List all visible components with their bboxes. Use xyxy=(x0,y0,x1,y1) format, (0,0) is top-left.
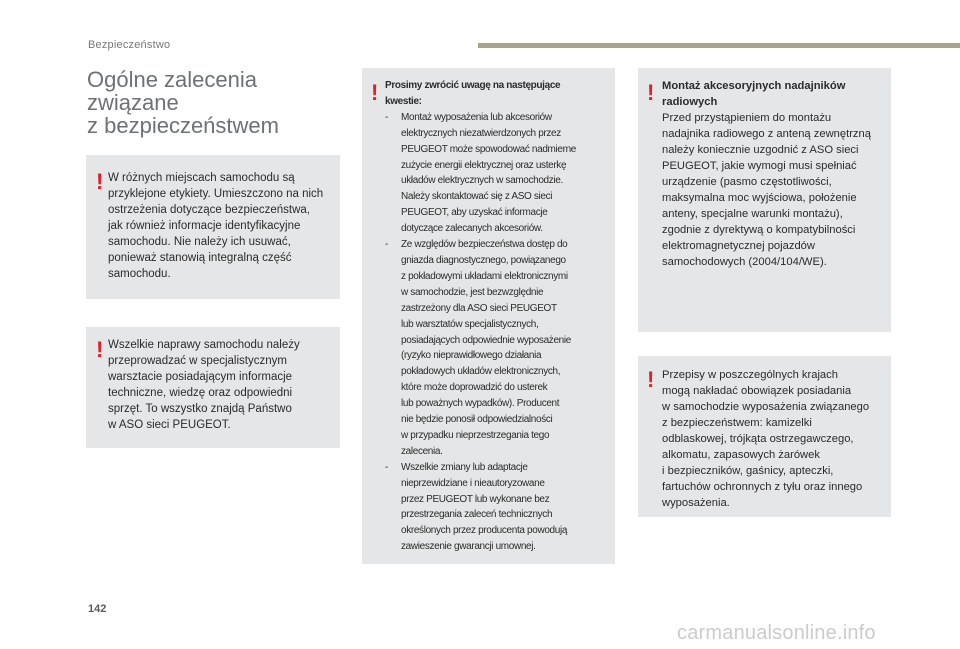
text-line: maksymalna moc wyjściowa, położenie xyxy=(662,192,857,204)
exclamation-icon: ! xyxy=(96,169,104,194)
text-line: nieprzewidziane i nieautoryzowane xyxy=(401,477,545,489)
text-line: zawieszenie gwarancji umownej. xyxy=(401,541,536,553)
text-line: nie będzie ponosił odpowiedzialności xyxy=(401,414,553,426)
text-line: sprzęt. To wszystko znajdą Państwo xyxy=(108,403,292,415)
exclamation-icon: ! xyxy=(96,337,104,362)
text-line: Należy skontaktować się z ASO sieci xyxy=(401,191,553,203)
text-line: określonych przez producenta powodują xyxy=(401,525,568,537)
text-line: warsztacie posiadającym informacje xyxy=(108,371,293,383)
text-line: układów elektrycznych w samochodzie. xyxy=(401,175,563,187)
text-line: PEUGEOT, jakie wymogi musi spełniać xyxy=(662,160,857,172)
text-line: anteny, specjalne warunki montażu), xyxy=(662,208,843,220)
text-line: nadajnika radiowego z anteną zewnętrzną xyxy=(662,128,871,140)
text-line: samochodu. Nie należy ich usuwać, xyxy=(108,236,291,248)
text-line: Wszelkie zmiany lub adaptacje xyxy=(401,461,528,473)
text-line: z bezpieczeństwem: kamizelki xyxy=(662,417,812,429)
text-line: pokładowych układów elektronicznych, xyxy=(401,366,561,378)
page-title xyxy=(87,68,327,137)
text-line: ostrzeżenia dotyczące bezpieczeństwa, xyxy=(108,204,310,216)
exclamation-icon: ! xyxy=(647,367,655,392)
text-heading: Prosimy zwrócić uwagę na następujące xyxy=(385,80,561,91)
text-line: Ze względów bezpieczeństwa dostęp do xyxy=(401,239,568,251)
text-line: gniazda diagnostycznego, powiązanego xyxy=(401,254,566,266)
bullet-item xyxy=(385,237,613,460)
text-line: Montaż wyposażenia lub akcesoriów xyxy=(401,111,552,123)
text-line: elektrycznych niezatwierdzonych przez xyxy=(401,127,561,139)
text-heading: kwestie: xyxy=(385,95,422,107)
text-line: jak również informacje identyfikacyjne xyxy=(108,220,301,232)
text-line: w ASO sieci PEUGEOT. xyxy=(108,419,231,431)
text-line: ponieważ stanowią integralną część xyxy=(108,252,292,264)
text-line: W różnych miejscach samochodu są xyxy=(108,172,295,184)
warning-text-labels xyxy=(108,170,340,282)
text-line: fartuchów ochronnych z tyłu oraz innego xyxy=(662,481,863,493)
text-line: które może doprowadzić do usterek xyxy=(401,382,548,394)
watermark: carmanualsonline.info xyxy=(677,622,876,644)
text-line: samochodu. xyxy=(108,268,171,280)
text-line: PEUGEOT może spowodować nadmierne xyxy=(401,143,577,155)
page-number: 142 xyxy=(88,603,107,615)
warning-text-repairs xyxy=(108,337,340,433)
text-line: urządzenie (pasmo częstotliwości, xyxy=(662,176,832,188)
text-line: posiadających odpowiednie wyposażenie xyxy=(401,334,571,346)
bullet-dash: - xyxy=(385,239,388,251)
text-line: lub poważnych wypadków). Producent xyxy=(401,398,560,410)
page-title-line: związane xyxy=(87,90,179,115)
text-line: mogą nakładać obowiązek posiadania xyxy=(662,385,852,397)
text-line: Przepisy w poszczególnych krajach xyxy=(662,369,838,381)
text-line: odblaskowej, trójkąta ostrzegawczego, xyxy=(662,433,854,445)
text-line: zużycie energii elektrycznej oraz usterkę xyxy=(401,159,567,171)
text-line: lub warsztatów specjalistycznych, xyxy=(401,318,539,330)
text-line: dotyczące zalecanych akcesoriów. xyxy=(401,223,543,235)
text-line: (ryzyko nieprawidłowego działania xyxy=(401,350,542,362)
text-line: przestrzegania zaleceń technicznych xyxy=(401,509,553,521)
text-line: w samochodzie wyposażenia związanego xyxy=(662,401,870,413)
text-heading: radiowych xyxy=(662,96,718,108)
text-line: Wszelkie naprawy samochodu należy xyxy=(108,339,300,351)
text-line: w samochodzie, jest bezwzględnie xyxy=(401,286,544,298)
warning-text-accessories xyxy=(385,78,613,555)
text-line: przez PEUGEOT lub wykonane bez xyxy=(401,493,550,505)
text-line: alkomatu, zapasowych żarówek xyxy=(662,449,820,461)
text-line: PEUGEOT, aby uzyskać informacje xyxy=(401,207,548,219)
text-line: należy koniecznie uzgodnić z ASO sieci xyxy=(662,144,859,156)
text-line: i bezpieczników, gaśnicy, apteczki, xyxy=(662,465,834,477)
text-line: wyposażenia. xyxy=(662,497,730,509)
exclamation-icon: ! xyxy=(371,80,379,105)
text-line: samochodowych (2004/104/WE). xyxy=(662,256,827,268)
page-title-line: Ogólne zalecenia xyxy=(87,67,258,92)
bullet-item xyxy=(385,110,613,237)
text-line: przyklejone etykiety. Umieszczono na nich xyxy=(108,188,324,200)
text-heading: Montaż akcesoryjnych nadajników xyxy=(662,80,846,92)
text-line: elektromagnetycznej pojazdów xyxy=(662,240,815,252)
text-line: zastrzeżony dla ASO sieci PEUGEOT xyxy=(401,302,557,314)
page-title-line: z bezpieczeństwem xyxy=(87,113,279,138)
text-line: przeprowadzać w specjalistycznym xyxy=(108,355,287,367)
exclamation-icon: ! xyxy=(647,80,655,105)
text-line: Przed przystąpieniem do montażu xyxy=(662,112,832,124)
warning-text-equipment xyxy=(662,367,890,511)
text-line: w przypadku nieprzestrzegania tego xyxy=(401,429,550,441)
section-label: Bezpieczeństwo xyxy=(88,39,171,51)
header-bar xyxy=(478,43,960,48)
text-line: zgodnie z dyrektywą o kompatybilności xyxy=(662,224,856,236)
text-line: techniczne, wiedzę oraz odpowiedni xyxy=(108,387,293,399)
text-line: z pokładowymi układami elektronicznymi xyxy=(401,270,568,282)
bullet-item xyxy=(385,460,613,555)
bullet-dash: - xyxy=(385,461,388,473)
bullet-dash: - xyxy=(385,111,388,123)
warning-text-radio xyxy=(662,78,890,270)
text-line: zalecenia. xyxy=(401,445,443,457)
